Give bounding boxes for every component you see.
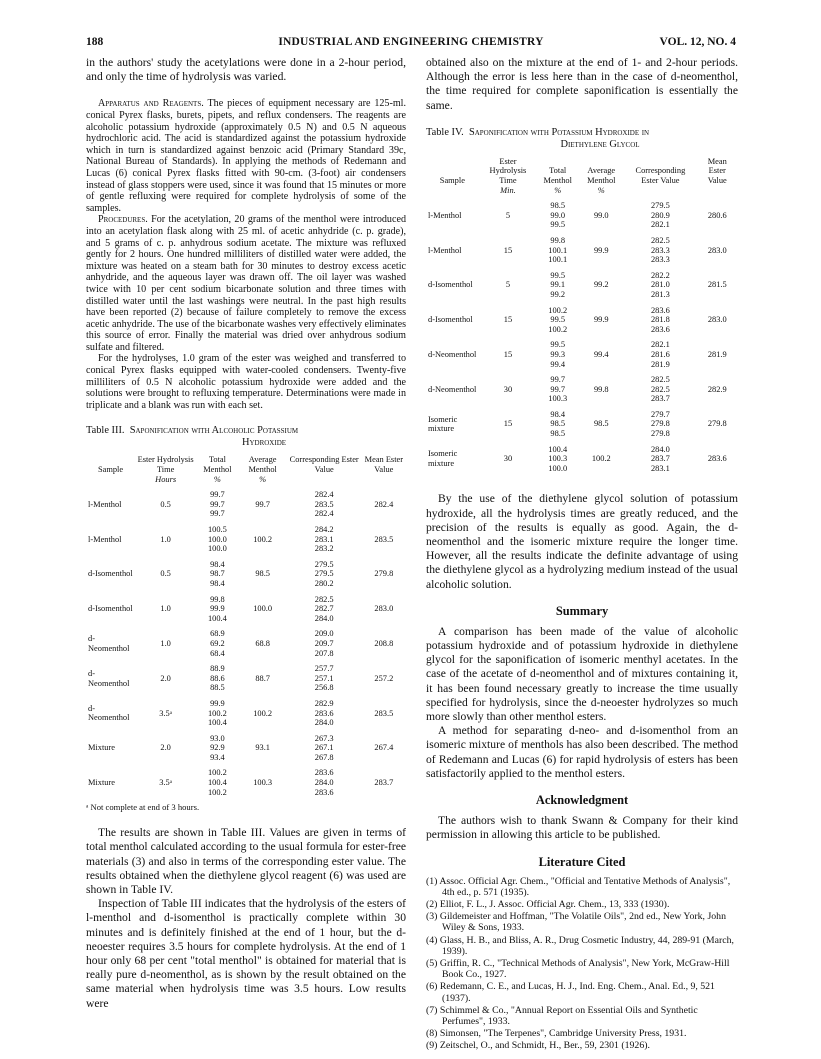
table4-cell-ester: 282.5 282.5 283.7 [650, 375, 670, 404]
table3-cell-total: 68.9 69.2 68.4 [210, 629, 225, 658]
table3-cell-average: 100.3 [253, 778, 273, 788]
table4-col-total: Total Menthol [543, 166, 572, 185]
table4-cell-sample: Isomeric mixture [428, 414, 458, 434]
reference-item: (7) Schimmel & Co., "Annual Report on Essential Oils and Synthetic Perfumes", 1933. [426, 1004, 698, 1027]
table3-row [86, 487, 406, 522]
table4-col-time: Ester Hydrolysis Time [489, 156, 527, 185]
table4-row [426, 442, 738, 477]
table3-cell-total: 98.4 98.7 98.4 [210, 559, 225, 588]
table3-cell-total: 99.7 99.7 99.7 [210, 490, 225, 519]
table4-cell-total: 99.5 99.3 99.4 [550, 340, 566, 369]
table3-cell-time: 2.0 [160, 743, 171, 753]
table4-cell-sample: d-Isomenthol [428, 315, 473, 325]
summary-paragraph-1: A comparison has been made of the value of alcoholic potassium hydroxide and of potassium hydroxide in diethylene glycol for the saponification of isomeric menthyl acetates. In the case of the acetate of d-neomenthol and of mixtures containing it, it has been found necessary greatly to increase the time usually specified for hydrolysis, since the d-neoester hydrolyzes so much more slowly than other menthol esters. [426, 624, 738, 724]
table3-cell-sample: d-Isomenthol [88, 604, 133, 614]
reference-item: (4) Glass, H. B., and Bliss, A. R., Drug Cosmetic Industry, 44, 289-91 (March, 1939). [426, 934, 734, 957]
table4-label: Table IV. [426, 126, 464, 138]
table3-cell-mean: 208.8 [374, 638, 394, 648]
table4-col-average: Average Menthol [587, 166, 616, 185]
table4-cell-average: 98.5 [593, 419, 609, 429]
table4-cell-average: 99.9 [593, 315, 609, 325]
table3-col-sample: Sample [97, 465, 124, 475]
table3-cell-total: 100.2 100.4 100.2 [207, 768, 227, 797]
apparatus-text: The pieces of equipment necessary are 125-ml. conical Pyrex flasks, burets, pipets, and reflux condensers. The reagents are alcoholic potassium hydroxide (approximately 0.5 N) and 0.5 N aqueous hydrochloric acid. The acid is standardized against the potassium hydroxide which in turn is standardized against benzoic acid (Primary Standard 39c, National Bureau of Standards). In applying the methods of Redemann and Lucas (6) conical Pyrex flasks fitted with 90-cm. (3-foot) air condensers instead of glass stoppers were used, since it was found that 15 minutes or more of gentle refluxing were required for complete hydrolysis of some of the samples. [86, 98, 407, 214]
table4-cell-time: 15 [503, 349, 513, 359]
table3-cell-ester: 209.0 209.7 207.8 [314, 629, 334, 658]
table3-title-line2: Hydroxide [241, 437, 287, 449]
table4-col-ester: Corresponding Ester Value [635, 166, 686, 185]
table3-cell-ester: 283.6 284.0 283.6 [314, 768, 334, 797]
table4-units-row: Min. % % [500, 185, 605, 195]
table3-cell-average: 100.0 [253, 604, 273, 614]
table3 [86, 455, 406, 800]
table4-cell-sample: d-Neomenthol [428, 384, 477, 394]
reference-item: (9) Zeitschel, O., and Schmidt, H., Ber., 59, 2301 (1926). [426, 1040, 650, 1052]
apparatus-heading: Apparatus and Reagents. [98, 98, 204, 110]
table4-cell-time: 15 [503, 245, 513, 255]
table3-cell-mean: 283.7 [374, 778, 394, 788]
table3-cell-time: 1.0 [160, 638, 171, 648]
table3-footnote: ᵃ Not complete at end of 3 hours. [86, 802, 200, 813]
table3-cell-mean: 283.5 [374, 534, 394, 544]
table4-cell-ester: 283.6 281.8 283.6 [650, 305, 670, 334]
table4-cell-mean: 281.5 [707, 280, 727, 290]
table4-cell-mean: 283.6 [707, 454, 727, 464]
literature-heading: Literature Cited [538, 854, 626, 869]
table4-header-row [426, 157, 738, 186]
table3-cell-average: 68.8 [255, 638, 270, 648]
table4-row [426, 198, 738, 233]
table3-cell-sample: d-Neomenthol [88, 668, 130, 688]
table4-cell-time: 30 [503, 384, 513, 394]
table4-cell-total: 99.8 100.1 100.1 [548, 235, 568, 265]
table4-cell-time: 5 [505, 210, 511, 220]
reference-item: (8) Simonsen, "The Terpenes", Cambridge University Press, 1931. [426, 1028, 687, 1040]
table4-cell-sample: Isomeric mixture [428, 449, 458, 469]
acknowledgment-heading: Acknowledgment [535, 793, 629, 808]
table4-cell-total: 99.5 99.1 99.2 [550, 270, 566, 299]
page-header [86, 36, 736, 52]
table4-cell-ester: 282.5 283.3 283.3 [650, 235, 670, 265]
reference-item: (5) Griffin, R. C., "Technical Methods of Analysis", New York, McGraw-Hill Book Co., 1927. [426, 957, 730, 981]
table4-cell-total: 100.4 100.3 100.0 [548, 444, 568, 473]
table3-row [86, 592, 406, 627]
table3-row [86, 522, 406, 557]
table4-cell-sample: l-Menthol [428, 245, 462, 255]
table3-cell-time: 1.0 [160, 604, 171, 614]
reference-item: (2) Elliot, F. L., J. Assoc. Official Agr. Chem., 13, 333 (1930). [426, 898, 670, 910]
table4-cell-total: 98.4 98.5 98.5 [550, 409, 566, 439]
table4-row [426, 303, 738, 338]
table3-cell-average: 93.1 [255, 743, 270, 753]
table4-cell-average: 99.8 [593, 384, 609, 394]
table4-cell-ester: 279.7 279.8 279.8 [650, 409, 670, 439]
table4-cell-time: 5 [505, 280, 511, 290]
table4-title: Saponification with Potassium Hydroxide in [468, 126, 650, 138]
table3-units-row: Hours % % [155, 474, 267, 484]
table3-cell-total: 93.0 92.9 93.4 [210, 733, 225, 762]
table3-cell-total: 99.9 100.2 100.4 [207, 698, 227, 728]
table3-label: Table III. [86, 425, 125, 437]
table3-row [86, 661, 406, 696]
table3-cell-sample: Mixture [88, 743, 115, 753]
table3-header-row [86, 455, 406, 474]
table3-cell-ester: 267.3 267.1 267.8 [314, 733, 334, 762]
procedures-text: For the acetylation, 20 grams of the menthol were introduced into an acetylation flask along with 25 ml. of acetic anhydride (c. p. grade), and 5 grams of c. p. anhydrous sodium acetate. The mixture was refluxed gently for 2 hours. One hundred milliliters of distilled water were added, the mixture was heated on a steam bath for 30 minutes to destroy excess acetic anhydride, and the aqueous layer was drawn off. The oil layer was washed twice with 10 per cent sodium bicarbonate solution and three times with distilled water until the last washings were neutral. In the past high results have been reported (2) because of failure completely to remove the excess acetic anhydride. The use of the bicarbonate washes very effectively eliminates this source of error. Finally the material was dried over anhydrous sodium sulfate and filtered. [86, 214, 406, 353]
right-column [426, 56, 738, 1053]
table3-cell-mean: 257.2 [374, 673, 394, 683]
intro-paragraph: in the authors' study the acetylations were done in a 2-hour period, and only the time of hydrolysis was varied. [86, 56, 406, 84]
table3-col-ester: Corresponding Ester Value [289, 455, 359, 475]
glycol-paragraph: By the use of the diethylene glycol solution of potassium hydroxide, all the hydrolysis times are greatly reduced, and the precision of the results is equally as good. Again, the d-neomenthol and the isomeric mixture require the longer time. However, all the results indicate the definite advantage of using the diethylene glycol as a hydrolyzing medium instead of the usual alcoholic solution. [426, 492, 738, 591]
table3-cell-total: 100.5 100.0 100.0 [207, 525, 227, 554]
table4-cell-total: 98.5 99.0 99.5 [550, 201, 566, 230]
table3-cell-total: 88.9 88.6 88.5 [210, 664, 225, 693]
table4-cell-mean: 283.0 [707, 245, 727, 255]
hydrolyses-paragraph: For the hydrolyses, 1.0 gram of the ester was weighed and transferred to conical Pyrex flasks equipped with water-cooled condensers. Twenty-five milliliters of 0.5 N alcoholic potassium hydroxide were added and the solutions were brought to refluxing temperature. Determinations were made in triplicate and a blank was run with each set. [86, 353, 406, 411]
table3-caption [86, 425, 406, 449]
table4-col-sample: Sample [439, 176, 465, 185]
table3-cell-ester: 279.5 279.5 280.2 [314, 559, 334, 588]
table3-cell-time: 2.0 [160, 673, 171, 683]
table3-row [86, 626, 406, 661]
table3-cell-ester: 282.4 283.5 282.4 [314, 490, 334, 519]
continuation-paragraph: obtained also on the mixture at the end of 1- and 2-hour periods. Although the error is less here than in the case of d-neomenthol, the time required for complete saponification is essentially the same. [426, 56, 738, 112]
table3-cell-ester: 257.7 257.1 256.8 [314, 664, 334, 693]
table4-cell-mean: 283.0 [707, 315, 727, 325]
table4-cell-average: 99.9 [593, 245, 609, 255]
table3-cell-time: 3.5ᵃ [159, 708, 172, 718]
table3-cell-average: 98.5 [255, 569, 270, 579]
table3-cell-average: 100.2 [253, 708, 273, 718]
table3-cell-sample: d-Neomenthol [88, 634, 130, 653]
inspection-paragraph: Inspection of Table III indicates that the hydrolysis of the esters of l-menthol and d-isomenthol is practically complete within 30 minutes and is definitely finished at the end of 1 hour, but the d-neoester requires 3.5 hours for complete hydrolysis. At the end of 1 hour only 68 per cent "total menthol" is obtained for material that is really pure d-neomenthol, as is shown by the result obtained on the same material when hydrolysis time was 3.5 hours. Low results were [86, 897, 406, 1010]
table4-cell-average: 100.2 [591, 454, 611, 464]
table3-row [86, 696, 406, 731]
table4-body [426, 198, 738, 476]
table3-cell-sample: l-Menthol [88, 534, 122, 544]
procedures-paragraph [86, 214, 406, 353]
table4 [426, 157, 738, 477]
reference-item: (3) Gildemeister and Hoffman, "The Volatile Oils", 2nd ed., New York, John Wiley & Sons, 1933. [426, 911, 726, 934]
table3-cell-time: 0.5 [160, 569, 171, 579]
table4-cell-average: 99.0 [593, 210, 609, 220]
table3-cell-average: 100.2 [253, 534, 273, 544]
volume-info: VOL. 12, NO. 4 [659, 36, 736, 48]
table3-col-time: Ester Hydrolysis Time [137, 455, 194, 475]
table4-row [426, 268, 738, 303]
table4-caption [426, 127, 738, 151]
table3-cell-ester: 282.9 283.6 284.0 [314, 698, 334, 728]
table3-cell-mean: 283.0 [374, 604, 394, 614]
table4-cell-sample: d-Isomenthol [428, 280, 473, 290]
table3-cell-average: 99.7 [255, 499, 270, 509]
table3-cell-time: 1.0 [160, 534, 171, 544]
table4-cell-ester: 282.2 281.0 281.3 [650, 270, 670, 299]
reference-list [426, 876, 738, 1052]
table4-cell-average: 99.4 [593, 349, 609, 359]
table4-cell-ester: 284.0 283.7 283.1 [650, 444, 670, 473]
table3-cell-mean: 267.4 [374, 743, 394, 753]
summary-heading: Summary [555, 603, 609, 618]
table4-row [426, 372, 738, 407]
table4-cell-mean: 280.6 [707, 210, 727, 220]
table3-row [86, 557, 406, 592]
table4-row [426, 337, 738, 372]
reference-item: (1) Assoc. Official Agr. Chem., "Official and Tentative Methods of Analysis", 4th ed., p. 571 (1935). [426, 875, 731, 898]
table3-cell-average: 88.7 [255, 673, 270, 683]
table3-cell-sample: l-Menthol [88, 499, 122, 509]
table3-cell-ester: 284.2 283.1 283.2 [314, 525, 334, 554]
left-column [86, 56, 406, 1011]
table3-body [86, 487, 406, 800]
table4-cell-sample: d-Neomenthol [428, 349, 477, 359]
table4-title-line2: Diethylene Glycol [560, 138, 640, 150]
table3-cell-ester: 282.5 282.7 284.0 [314, 594, 334, 623]
table4-cell-ester: 279.5 280.9 282.1 [650, 201, 670, 230]
table4-row [426, 233, 738, 268]
reference-item: (6) Redemann, C. E., and Lucas, H. J., Ind. Eng. Chem., Anal. Ed., 9, 521 (1937). [426, 981, 715, 1004]
table3-cell-mean: 283.5 [374, 708, 394, 718]
table3-col-mean: Mean Ester Value [364, 455, 404, 475]
table3-title: Saponification with Alcoholic Potassium [129, 425, 299, 437]
table4-cell-time: 15 [503, 419, 513, 429]
results-paragraph: The results are shown in Table III. Values are given in terms of total menthol calculated according to the usual formula for ester-free materials (3) and also in terms of the corresponding ester value. The results obtained when the diethylene glycol reagent (6) was used are shown in Table IV. [86, 826, 406, 897]
table4-cell-time: 15 [503, 315, 513, 325]
table3-cell-mean: 282.4 [374, 499, 394, 509]
table4-cell-total: 99.7 99.7 100.3 [548, 375, 568, 404]
table3-cell-time: 3.5ᵃ [159, 778, 172, 788]
table3-col-total: Total Menthol [203, 455, 232, 475]
table3-cell-sample: d-Isomenthol [88, 569, 133, 579]
table3-cell-sample: Mixture [88, 778, 115, 788]
table4-cell-total: 100.2 99.5 100.2 [548, 305, 568, 334]
table3-cell-time: 0.5 [160, 499, 171, 509]
table3-col-average: Average Menthol [248, 455, 277, 475]
table4-col-mean: Mean Ester Value [707, 156, 727, 185]
table3-cell-sample: d-Neomenthol [88, 703, 130, 723]
procedures-heading: Procedures. [98, 214, 148, 226]
table3-row [86, 765, 406, 800]
table4-cell-ester: 282.1 281.6 281.9 [650, 340, 670, 369]
summary-paragraph-2: A method for separating d-neo- and d-isomenthol from an isomeric mixture of menthols has also been described. The method of Redemann and Lucas (6) for rapid hydrolysis of esters has been satisfactorily applied to the menthol esters. [426, 724, 738, 780]
table4-row [426, 407, 738, 442]
page-number: 188 [86, 36, 104, 48]
table4-cell-sample: l-Menthol [428, 210, 462, 220]
table4-cell-mean: 279.8 [707, 419, 727, 429]
table4-cell-mean: 281.9 [707, 349, 727, 359]
journal-title: INDUSTRIAL AND ENGINEERING CHEMISTRY [278, 36, 544, 48]
apparatus-paragraph [86, 98, 406, 214]
table4-cell-mean: 282.9 [707, 384, 727, 394]
table3-row [86, 731, 406, 766]
table3-cell-mean: 279.8 [374, 569, 394, 579]
table3-cell-total: 99.8 99.9 100.4 [207, 594, 227, 623]
table4-cell-average: 99.2 [593, 280, 609, 290]
table4-cell-time: 30 [503, 454, 513, 464]
acknowledgment-paragraph: The authors wish to thank Swann & Company for their kind permission in allowing this article to be published. [426, 814, 738, 842]
